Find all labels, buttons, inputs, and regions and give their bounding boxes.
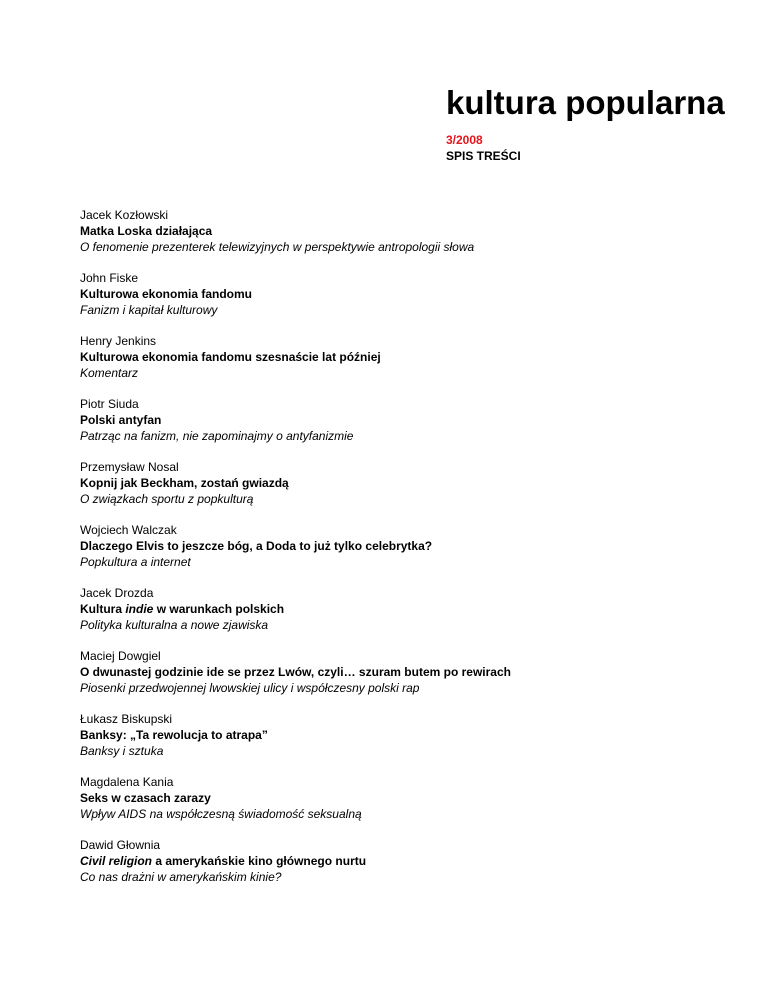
entry-author: Magdalena Kania xyxy=(80,775,174,789)
entry-title: Dlaczego Elvis to jeszcze bóg, a Doda to już tylko celebrytka? xyxy=(80,539,433,553)
entry-subtitle: O fenomenie prezenterek telewizyjnych w perspektywie antropologii słowa xyxy=(80,240,475,254)
entry-subtitle: Patrząc na fanizm, nie zapominajmy o antyfanizmie xyxy=(80,429,354,443)
entry-title xyxy=(80,853,720,869)
entry-title: Polski antyfan xyxy=(80,413,162,427)
toc-entry xyxy=(80,333,720,396)
journal-title: kultura popularna xyxy=(446,84,725,121)
entry-subtitle: O związkach sportu z popkulturą xyxy=(80,492,254,506)
toc-entry xyxy=(80,270,720,333)
entry-author: Łukasz Biskupski xyxy=(80,712,173,726)
entry-title: Kulturowa ekonomia fandomu xyxy=(80,287,253,301)
toc-entry xyxy=(80,585,720,648)
entry-author: Jacek Drozda xyxy=(80,586,154,600)
toc-entry xyxy=(80,837,720,900)
entry-title-italic: indie xyxy=(125,602,154,616)
toc-entry xyxy=(80,207,720,270)
entry-subtitle: Co nas drażni w amerykańskim kinie? xyxy=(80,870,282,884)
entry-title-italic: Civil religion xyxy=(80,854,153,868)
entry-author: Maciej Dowgiel xyxy=(80,649,161,663)
table-of-contents xyxy=(80,207,720,900)
entry-author: Wojciech Walczak xyxy=(80,523,177,537)
entry-subtitle: Wpływ AIDS na współczesną świadomość seksualną xyxy=(80,807,362,821)
toc-entry xyxy=(80,648,720,711)
entry-title: Kopnij jak Beckham, zostań gwiazdą xyxy=(80,476,289,490)
entry-subtitle: Piosenki przedwojennej lwowskiej ulicy i współczesny polski rap xyxy=(80,681,420,695)
issue-number: 3/2008 xyxy=(446,133,483,147)
entry-subtitle: Banksy i sztuka xyxy=(80,744,164,758)
toc-entry xyxy=(80,459,720,522)
toc-entry xyxy=(80,711,720,774)
entry-author: Jacek Kozłowski xyxy=(80,208,169,222)
entry-subtitle: Polityka kulturalna a nowe zjawiska xyxy=(80,618,269,632)
entry-title: O dwunastej godzinie ide se przez Lwów, czyli… szuram butem po rewirach xyxy=(80,665,511,679)
section-title: SPIS TREŚCI xyxy=(446,149,521,163)
entry-title-part: a amerykańskie kino głównego nurtu xyxy=(152,854,367,868)
entry-author: Dawid Głownia xyxy=(80,838,161,852)
entry-title: Seks w czasach zarazy xyxy=(80,791,211,805)
entry-subtitle: Fanizm i kapitał kulturowy xyxy=(80,303,218,317)
entry-title xyxy=(80,601,720,617)
entry-title-part: Kultura xyxy=(80,602,126,616)
header xyxy=(446,84,725,164)
toc-entry xyxy=(80,396,720,459)
entry-author: Przemysław Nosal xyxy=(80,460,179,474)
entry-author: John Fiske xyxy=(80,271,139,285)
entry-author: Piotr Siuda xyxy=(80,397,139,411)
entry-title: Kulturowa ekonomia fandomu szesnaście lat później xyxy=(80,350,381,364)
toc-entry xyxy=(80,522,720,585)
entry-title-part: w warunkach polskich xyxy=(153,602,285,616)
entry-subtitle: Komentarz xyxy=(80,366,139,380)
toc-entry xyxy=(80,774,720,837)
entry-author: Henry Jenkins xyxy=(80,334,157,348)
entry-title: Matka Loska działająca xyxy=(80,224,213,238)
entry-subtitle: Popkultura a internet xyxy=(80,555,191,569)
entry-title: Banksy: „Ta rewolucja to atrapa” xyxy=(80,728,268,742)
